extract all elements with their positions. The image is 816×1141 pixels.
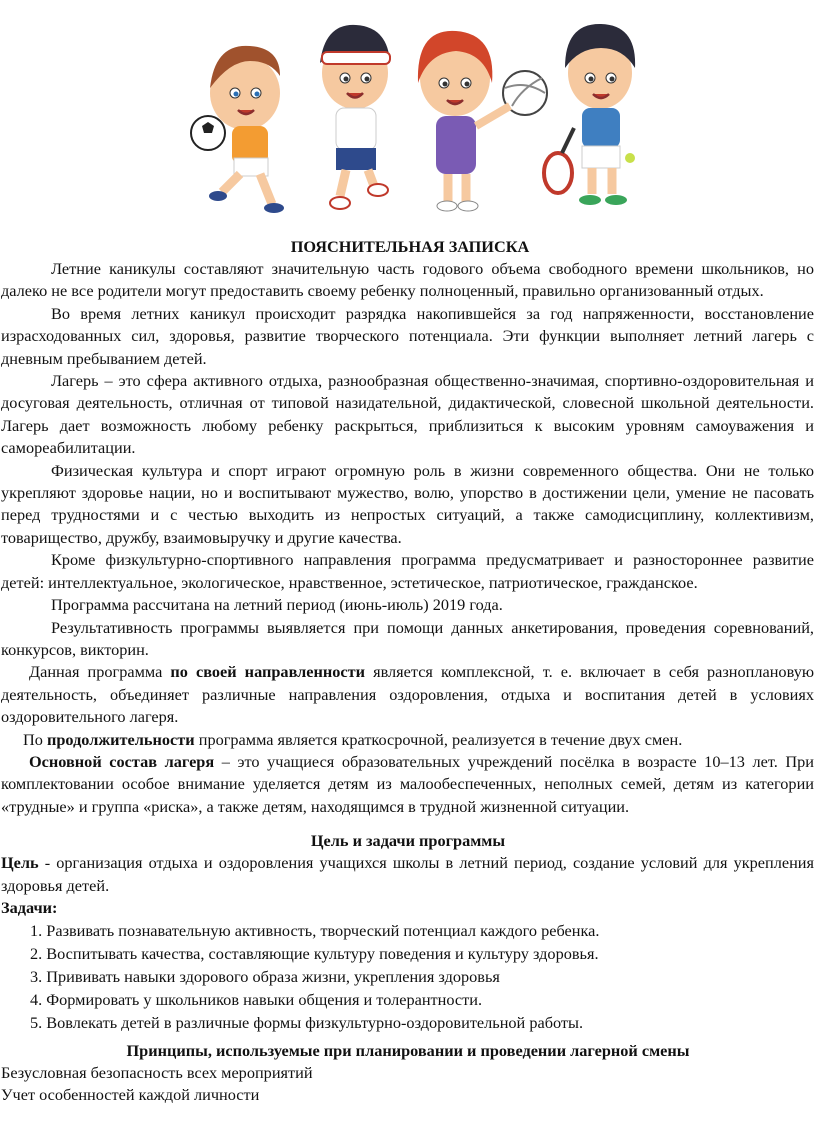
duration-prefix: По	[23, 729, 47, 749]
document-body	[0, 236, 816, 1106]
paragraph-summer-holidays: Летние каникулы составляют значительную часть годового объема свободного времени школьников, но далеко не все родители могут предоставить своему ребенку полноценный, правильно организованный отдых.	[1, 259, 814, 301]
paragraph-composition	[0, 751, 816, 818]
list-item: 5. Вовлекать детей в различные формы физкультурно-оздоровительной работы.	[30, 1012, 584, 1032]
list-item: 3. Прививать навыки здорового образа жизни, укрепления здоровья	[30, 966, 500, 986]
principle-item: Безусловная безопасность всех мероприятий	[1, 1062, 313, 1082]
paragraph-effectiveness: Результативность программы выявляется при помощи данных анкетирования, проведения соревнований, конкурсов, викторин.	[1, 617, 814, 659]
tasks-label: Задачи:	[1, 897, 58, 917]
paragraph-physical-culture: Физическая культура и спорт играют огромную роль в жизни современного общества. Они не только укрепляют здоровье нации, но и воспитывают мужество, волю, упорство в достижении цели, умение не пасовать перед трудностями и с честью выходить из непростых ситуаций, а также самодисциплину, коллективизм, товарищество, дружбу, взаимовыручку и другие качества.	[1, 460, 814, 547]
goal-text: - организация отдыха и оздоровления учащихся школы в летний период, создание условий для укрепления здоровья детей.	[1, 853, 814, 895]
paragraph-development: Кроме физкультурно-спортивного направления программа предусматривает и разностороннее развитие детей: интеллектуальное, экологическое, нравственное, эстетическое, патриотическое, гражданское.	[1, 550, 814, 592]
composition-text: – это учащиеся образовательных учреждений посёлка в возрасте 10–13 лет. При комплектовании особое внимание уделяется детям из малообеспеченных, неполных семей, детям из категории «трудные» и группа «риска», а также детям, находящимся в трудной жизненной ситуации.	[1, 751, 815, 816]
principles-section-title: Принципы, используемые при планировании и проведении лагерной смены	[126, 1040, 690, 1060]
kids-sports-illustration	[160, 8, 660, 223]
direction-bold: по своей направленности	[170, 662, 366, 682]
list-item: 2. Воспитывать качества, составляющие культуру поведения и культуру здоровья.	[30, 943, 599, 963]
page-title: ПОЯСНИТЕЛЬНАЯ ЗАПИСКА	[290, 237, 530, 256]
list-item: 4. Формировать у школьников навыки общения и толерантности.	[30, 989, 483, 1009]
headband-kid-icon	[320, 25, 390, 209]
volleyball-girl-icon	[418, 31, 547, 211]
direction-prefix: Данная программа	[29, 662, 171, 682]
paragraph-relaxation: Во время летних каникул происходит разрядка накопившейся за год напряженности, восстановление израсходованных сил, здоровья, развитие творческого потенциала. Эти функции выполняет летний лагерь с дневным пребыванием детей.	[1, 303, 814, 368]
paragraph-direction	[0, 661, 816, 728]
principle-item: Учет особенностей каждой личности	[1, 1084, 260, 1104]
tennis-kid-icon	[544, 24, 635, 205]
duration-bold: продолжительности	[46, 729, 195, 749]
paragraph-duration	[0, 729, 816, 751]
list-item: 1. Развивать познавательную активность, творческий потенциал каждого ребенка.	[30, 920, 600, 940]
direction-suffix: является комплексной, т. е. включает в себя разноплановую деятельность, объединяет различные направления оздоровления, отдыха и воспитания детей в условиях оздоровительного лагеря.	[1, 662, 815, 727]
goals-section-title: Цель и задачи программы	[310, 831, 506, 851]
duration-suffix: программа является краткосрочной, реализуется в течение двух смен.	[194, 729, 683, 749]
soccer-kid-icon	[191, 46, 284, 213]
tasks-list	[0, 919, 816, 1034]
goal-paragraph	[0, 852, 816, 897]
paragraph-period: Программа рассчитана на летний период (июнь-июль) 2019 года.	[51, 595, 503, 615]
composition-bold: Основной состав лагеря	[29, 751, 215, 771]
goal-label: Цель	[1, 853, 39, 873]
paragraph-camp-definition: Лагерь – это сфера активного отдыха, разнообразная общественно-значимая, спортивно-оздоровительная и досуговая деятельность, отличная от типовой назидательной, дидактической, словесной школьной деятельности. Лагерь дает возможность любому ребенку раскрыться, приблизиться к высоким уровням самоуважения и самореабилитации.	[1, 371, 814, 458]
